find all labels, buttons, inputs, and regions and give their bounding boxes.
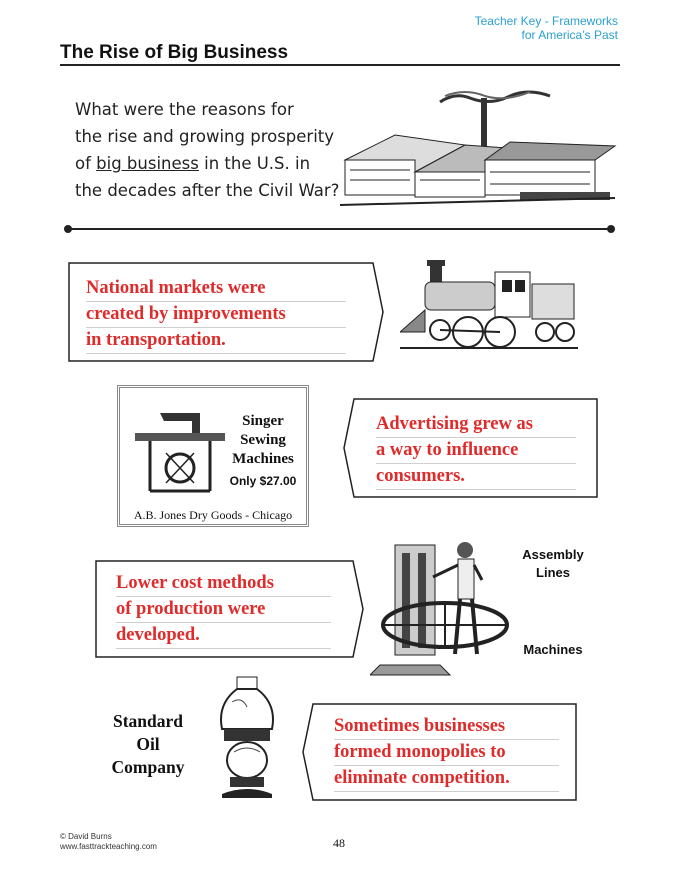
machinist-illustration — [370, 535, 510, 680]
assembly-label-line-1: Assembly — [522, 547, 584, 562]
page-title: The Rise of Big Business — [60, 42, 289, 63]
footer-credits — [60, 832, 157, 852]
singer-line-2: Sewing — [240, 432, 286, 448]
answer-line: eliminate competition. — [334, 766, 559, 792]
factory-illustration — [335, 80, 620, 215]
answer-line: of production were — [116, 597, 331, 623]
answer-monopolies — [334, 714, 559, 792]
answer-line: Lower cost methods — [116, 571, 331, 597]
singer-line-3: Machines — [232, 451, 294, 467]
answer-line: formed monopolies to — [334, 740, 559, 766]
standard-oil-line-3: Company — [111, 757, 185, 777]
teacher-key-note — [475, 14, 618, 42]
assembly-label-line-2: Lines — [536, 565, 570, 580]
standard-oil-line-1: Standard — [112, 711, 184, 731]
assembly-lines-label — [515, 546, 591, 582]
footer-website: www.fasttrackteaching.com — [60, 842, 157, 851]
answer-transportation — [86, 276, 346, 354]
title-divider — [60, 64, 620, 66]
question-line-2: the rise and growing prosperity — [75, 127, 335, 146]
question-line-1: What were the reasons for — [75, 100, 294, 119]
answer-line: consumers. — [376, 464, 576, 490]
answer-line: created by improvements — [86, 302, 346, 328]
sewing-machine-illustration — [130, 398, 228, 503]
answer-line: a way to influence — [376, 438, 576, 464]
singer-price: Only $27.00 — [229, 474, 297, 488]
singer-title — [222, 412, 304, 469]
footer-copyright: © David Burns — [60, 832, 112, 841]
answer-line: Sometimes businesses — [334, 714, 559, 740]
teacher-key-line-2: for America’s Past — [521, 28, 618, 42]
question-line-3-pre: of — [75, 154, 97, 173]
timeline-start-dot — [64, 225, 72, 233]
timeline-divider — [68, 228, 613, 230]
machines-label: Machines — [523, 642, 583, 657]
question-underlined-term: big business — [96, 154, 199, 173]
page-number: 48 — [333, 836, 345, 850]
question-line-4: the decades after the Civil War? — [75, 181, 340, 200]
answer-line: developed. — [116, 623, 331, 649]
teacher-key-line-1: Teacher Key - Frameworks — [474, 14, 618, 28]
answer-advertising — [376, 412, 576, 490]
essential-question — [75, 96, 345, 204]
question-line-3 — [75, 150, 345, 177]
timeline-end-dot — [607, 225, 615, 233]
question-line-3-post: in the U.S. in — [198, 154, 311, 173]
locomotive-illustration — [400, 252, 578, 360]
singer-line-1: Singer — [242, 413, 284, 429]
answer-line: Advertising grew as — [376, 412, 576, 438]
answer-line: in transportation. — [86, 328, 346, 354]
oil-lamp-illustration — [212, 672, 282, 800]
standard-oil-label — [100, 710, 196, 779]
answer-line: National markets were — [86, 276, 346, 302]
singer-store-name: A.B. Jones Dry Goods - Chicago — [133, 508, 293, 522]
standard-oil-line-2: Oil — [136, 734, 160, 754]
answer-production — [116, 571, 331, 649]
